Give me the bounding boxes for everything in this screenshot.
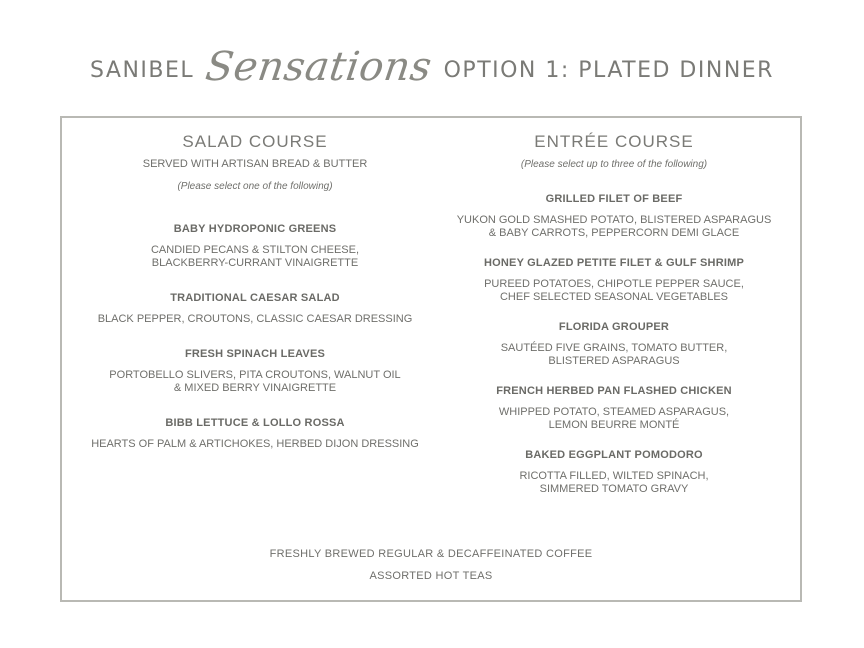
menu-item-name: BAKED EGGPLANT POMODORO [525,449,703,461]
menu-item-name: FRESH SPINACH LEAVES [184,348,326,360]
beverage-footer [62,548,800,583]
title-option: OPTION 1: PLATED DINNER [443,57,774,83]
entree-course-note: (Please select up to three of the following) [520,159,708,170]
menu-item-description: PORTOBELLO SLIVERS, PITA CROUTONS, WALNUT OIL & MIXED BERRY VINAIGRETTE [109,369,401,394]
menu-item-name: BABY HYDROPONIC GREENS [173,223,337,235]
salad-course-subtitle: SERVED WITH ARTISAN BREAD & BUTTER [142,158,368,170]
menu-item [80,292,430,326]
menu-item-name: GRILLED FILET OF BEEF [545,193,683,205]
salad-course-title: SALAD COURSE [182,132,328,151]
menu-item-description: PUREED POTATOES, CHIPOTLE PEPPER SAUCE, CHEF SELECTED SEASONAL VEGETABLES [484,278,744,303]
entree-course-column [442,132,786,496]
salad-course-column [80,132,430,451]
coffee-line: FRESHLY BREWED REGULAR & DECAFFEINATED COFFEE [269,548,593,560]
menu-item [442,193,786,240]
menu-item-description: SAUTÉED FIVE GRAINS, TOMATO BUTTER, BLISTERED ASPARAGUS [500,342,728,367]
menu-frame [60,116,802,602]
menu-item-description: YUKON GOLD SMASHED POTATO, BLISTERED ASPARAGUS & BABY CARROTS, PEPPERCORN DEMI GLACE [456,214,772,239]
title-script-word: Sensations [202,44,435,90]
menu-item [442,385,786,432]
menu-item-name: HONEY GLAZED PETITE FILET & GULF SHRIMP [484,257,744,269]
menu-item-description: HEARTS OF PALM & ARTICHOKES, HERBED DIJON DRESSING [91,438,419,450]
menu-item-description: BLACK PEPPER, CROUTONS, CLASSIC CAESAR DRESSING [97,313,413,325]
menu-item-description: CANDIED PECANS & STILTON CHEESE, BLACKBERRY-CURRANT VINAIGRETTE [150,244,360,269]
menu-item [80,348,430,395]
menu-item [442,257,786,304]
menu-item-description: WHIPPED POTATO, STEAMED ASPARAGUS, LEMON BEURRE MONTÉ [498,406,730,431]
entree-course-title: ENTRÉE COURSE [534,132,694,151]
menu-item-name: FLORIDA GROUPER [558,321,670,333]
menu-item [80,417,430,451]
menu-item-name: TRADITIONAL CAESAR SALAD [170,292,340,304]
tea-line: ASSORTED HOT TEAS [369,570,493,582]
menu-item [80,223,430,270]
menu-item [442,321,786,368]
page-title [0,30,864,110]
menu-item [442,449,786,496]
menu-item-name: FRENCH HERBED PAN FLASHED CHICKEN [496,385,732,397]
title-brand: SANIBEL [90,57,195,83]
salad-course-note: (Please select one of the following) [177,181,333,192]
menu-item-name: BIBB LETTUCE & LOLLO ROSSA [165,417,345,429]
menu-item-description: RICOTTA FILLED, WILTED SPINACH, SIMMERED TOMATO GRAVY [519,470,709,495]
